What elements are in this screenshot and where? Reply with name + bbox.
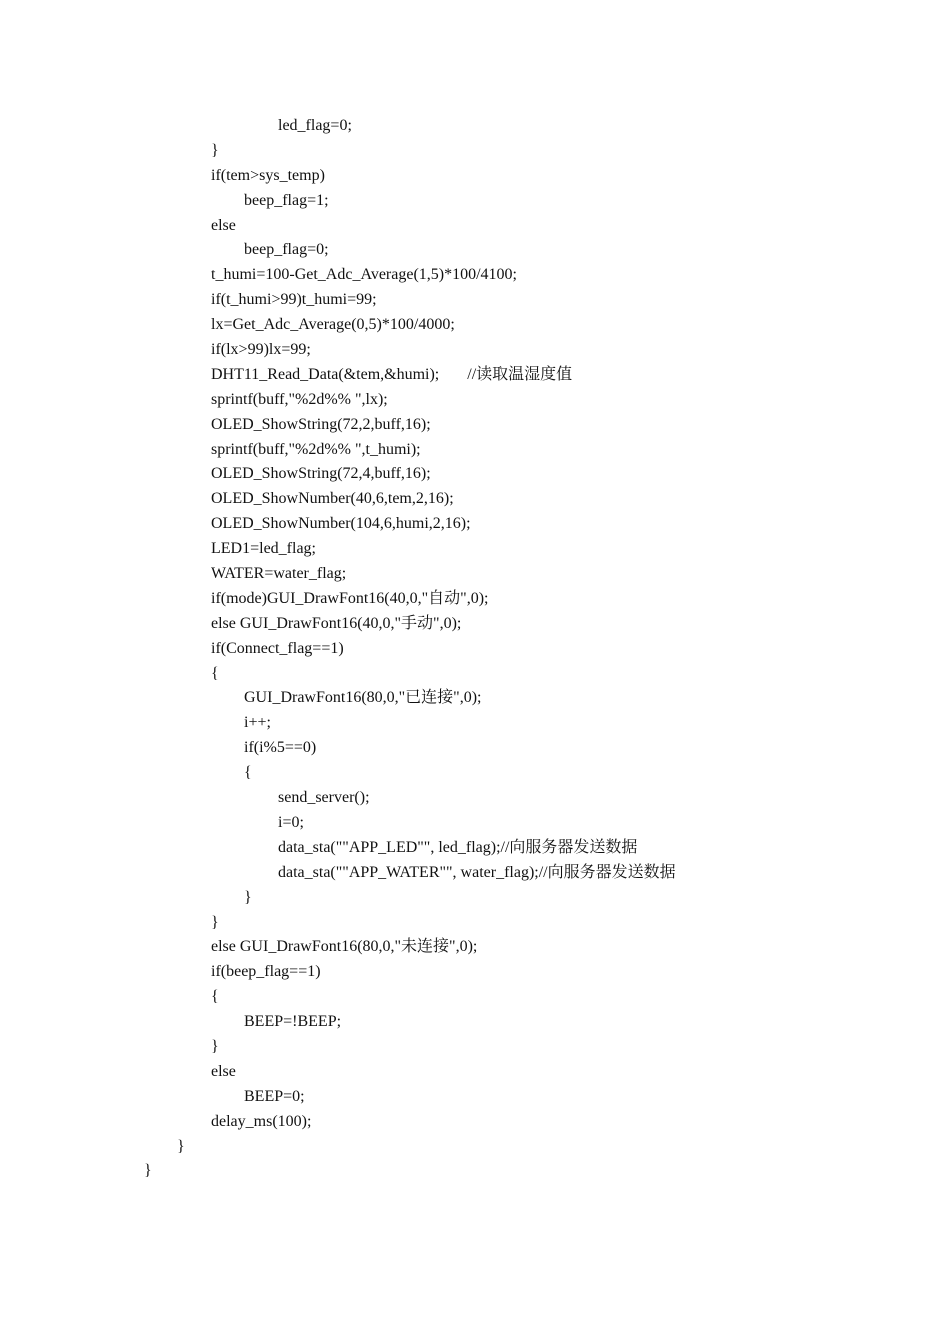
code-line — [0, 413, 950, 438]
code-line-text — [211, 911, 219, 936]
code-text: if(t_humi>99)t_humi=99; — [211, 291, 377, 309]
code-line-text — [244, 711, 271, 736]
code-line-text — [244, 736, 316, 761]
code-text: BEEP=0; — [244, 1087, 305, 1105]
code-line-text — [211, 462, 431, 487]
code-line — [0, 686, 950, 711]
code-line-text — [211, 164, 325, 189]
code-line-text — [211, 985, 219, 1010]
code-text: LED1=led_flag; — [211, 540, 316, 558]
code-text: GUI_DrawFont16(80,0,"已连接",0); — [244, 689, 482, 707]
code-text: t_humi=100-Get_Adc_Average(1,5)*100/4100; — [211, 266, 517, 284]
code-line-text — [244, 238, 329, 263]
code-line — [0, 164, 950, 189]
code-line-text — [211, 487, 454, 512]
code-line-text — [211, 1110, 311, 1135]
code-line-text — [211, 438, 421, 463]
code-line — [0, 338, 950, 363]
code-line — [0, 1060, 950, 1085]
code-line — [0, 612, 950, 637]
code-text: } — [211, 141, 219, 159]
code-line-text — [244, 761, 252, 786]
code-text: data_sta(""APP_WATER"", water_flag);//向服务器发送数据 — [278, 863, 676, 881]
code-line-text — [211, 313, 455, 338]
code-line-text — [278, 861, 676, 886]
code-text: sprintf(buff,"%2d%% ",lx); — [211, 390, 388, 408]
code-line — [0, 637, 950, 662]
code-line-text — [211, 214, 236, 239]
code-line — [0, 811, 950, 836]
code-text: } — [177, 1137, 185, 1155]
code-line — [0, 761, 950, 786]
code-text: if(mode)GUI_DrawFont16(40,0,"自动",0); — [211, 589, 489, 607]
code-line — [0, 363, 950, 388]
code-text: else GUI_DrawFont16(80,0,"未连接",0); — [211, 938, 478, 956]
code-line — [0, 438, 950, 463]
code-line — [0, 114, 950, 139]
code-line — [0, 662, 950, 687]
code-text: send_server(); — [278, 789, 370, 807]
code-line-text — [211, 139, 219, 164]
code-text: OLED_ShowString(72,2,buff,16); — [211, 415, 431, 433]
code-line-text — [244, 686, 482, 711]
code-text: i++; — [244, 714, 271, 732]
code-line-text — [211, 935, 477, 960]
code-line — [0, 587, 950, 612]
code-text: { — [211, 664, 219, 682]
code-line-text — [211, 587, 488, 612]
code-line-text — [244, 189, 329, 214]
code-text: lx=Get_Adc_Average(0,5)*100/4000; — [211, 316, 455, 334]
code-line — [0, 189, 950, 214]
code-text: if(tem>sys_temp) — [211, 166, 325, 184]
code-text: OLED_ShowNumber(104,6,humi,2,16); — [211, 515, 471, 533]
code-line — [0, 462, 950, 487]
code-text: OLED_ShowString(72,4,buff,16); — [211, 465, 431, 483]
code-text: beep_flag=1; — [244, 191, 329, 209]
code-text: DHT11_Read_Data(&tem,&humi); — [211, 365, 440, 383]
code-text: { — [211, 988, 219, 1006]
code-text: } — [244, 888, 252, 906]
code-line-text — [211, 363, 572, 388]
code-line-text — [211, 612, 461, 637]
code-text: if(Connect_flag==1) — [211, 639, 344, 657]
code-line — [0, 985, 950, 1010]
code-line-text — [278, 811, 304, 836]
code-line — [0, 388, 950, 413]
code-text: led_flag=0; — [278, 117, 352, 134]
code-line-text — [211, 562, 346, 587]
code-text: { — [244, 764, 252, 782]
code-line — [0, 886, 950, 911]
code-line-text — [211, 1060, 236, 1085]
code-text: } — [211, 913, 219, 931]
code-text: sprintf(buff,"%2d%% ",t_humi); — [211, 440, 421, 458]
code-line — [0, 960, 950, 985]
code-line — [0, 139, 950, 164]
code-line — [0, 487, 950, 512]
code-line — [0, 736, 950, 761]
code-comment: //读取温湿度值 — [467, 365, 573, 383]
code-text: } — [211, 1037, 219, 1055]
code-line-text — [211, 637, 344, 662]
code-text: else — [211, 1062, 236, 1080]
code-line — [0, 1010, 950, 1035]
code-text: data_sta(""APP_LED"", led_flag);//向服务器发送数据 — [278, 838, 638, 856]
code-line-text — [211, 288, 377, 313]
code-line-text — [211, 338, 311, 363]
code-line — [0, 263, 950, 288]
code-line-text — [244, 1010, 341, 1035]
code-line — [0, 214, 950, 239]
code-line — [0, 562, 950, 587]
code-line-text — [144, 1159, 152, 1184]
code-text: BEEP=!BEEP; — [244, 1013, 342, 1031]
code-line-text — [211, 512, 471, 537]
code-line — [0, 836, 950, 861]
code-line — [0, 313, 950, 338]
code-line — [0, 1110, 950, 1135]
code-line — [0, 1135, 950, 1160]
code-text: else — [211, 216, 236, 234]
code-text: else GUI_DrawFont16(40,0,"手动",0); — [211, 614, 462, 632]
code-line — [0, 711, 950, 736]
code-line-text — [278, 836, 637, 861]
code-line-text — [211, 388, 388, 413]
code-text: if(lx>99)lx=99; — [211, 341, 311, 359]
code-text: if(i%5==0) — [244, 739, 317, 757]
code-text: if(beep_flag==1) — [211, 963, 321, 981]
code-text: OLED_ShowNumber(40,6,tem,2,16); — [211, 490, 454, 508]
code-line-text — [211, 537, 316, 562]
code-line — [0, 537, 950, 562]
code-text: delay_ms(100); — [211, 1112, 312, 1130]
code-text: beep_flag=0; — [244, 241, 329, 259]
code-line-text — [278, 114, 352, 139]
code-line-text — [211, 662, 219, 687]
code-line — [0, 935, 950, 960]
code-line — [0, 786, 950, 811]
code-line-text — [211, 413, 431, 438]
code-line — [0, 911, 950, 936]
code-line-text — [177, 1135, 185, 1160]
code-text: WATER=water_flag; — [211, 565, 347, 583]
code-line-text — [211, 1035, 219, 1060]
code-line — [0, 238, 950, 263]
code-line — [0, 861, 950, 886]
code-line — [0, 1159, 950, 1184]
code-line-text — [278, 786, 370, 811]
code-line-text — [244, 1085, 305, 1110]
code-listing — [0, 114, 950, 1184]
code-line — [0, 1035, 950, 1060]
code-line-text — [211, 263, 517, 288]
code-line-text — [211, 960, 321, 985]
code-line — [0, 288, 950, 313]
code-text: i=0; — [278, 813, 304, 831]
code-line — [0, 1085, 950, 1110]
code-line — [0, 512, 950, 537]
code-text: } — [144, 1162, 152, 1180]
code-line-text — [244, 886, 252, 911]
